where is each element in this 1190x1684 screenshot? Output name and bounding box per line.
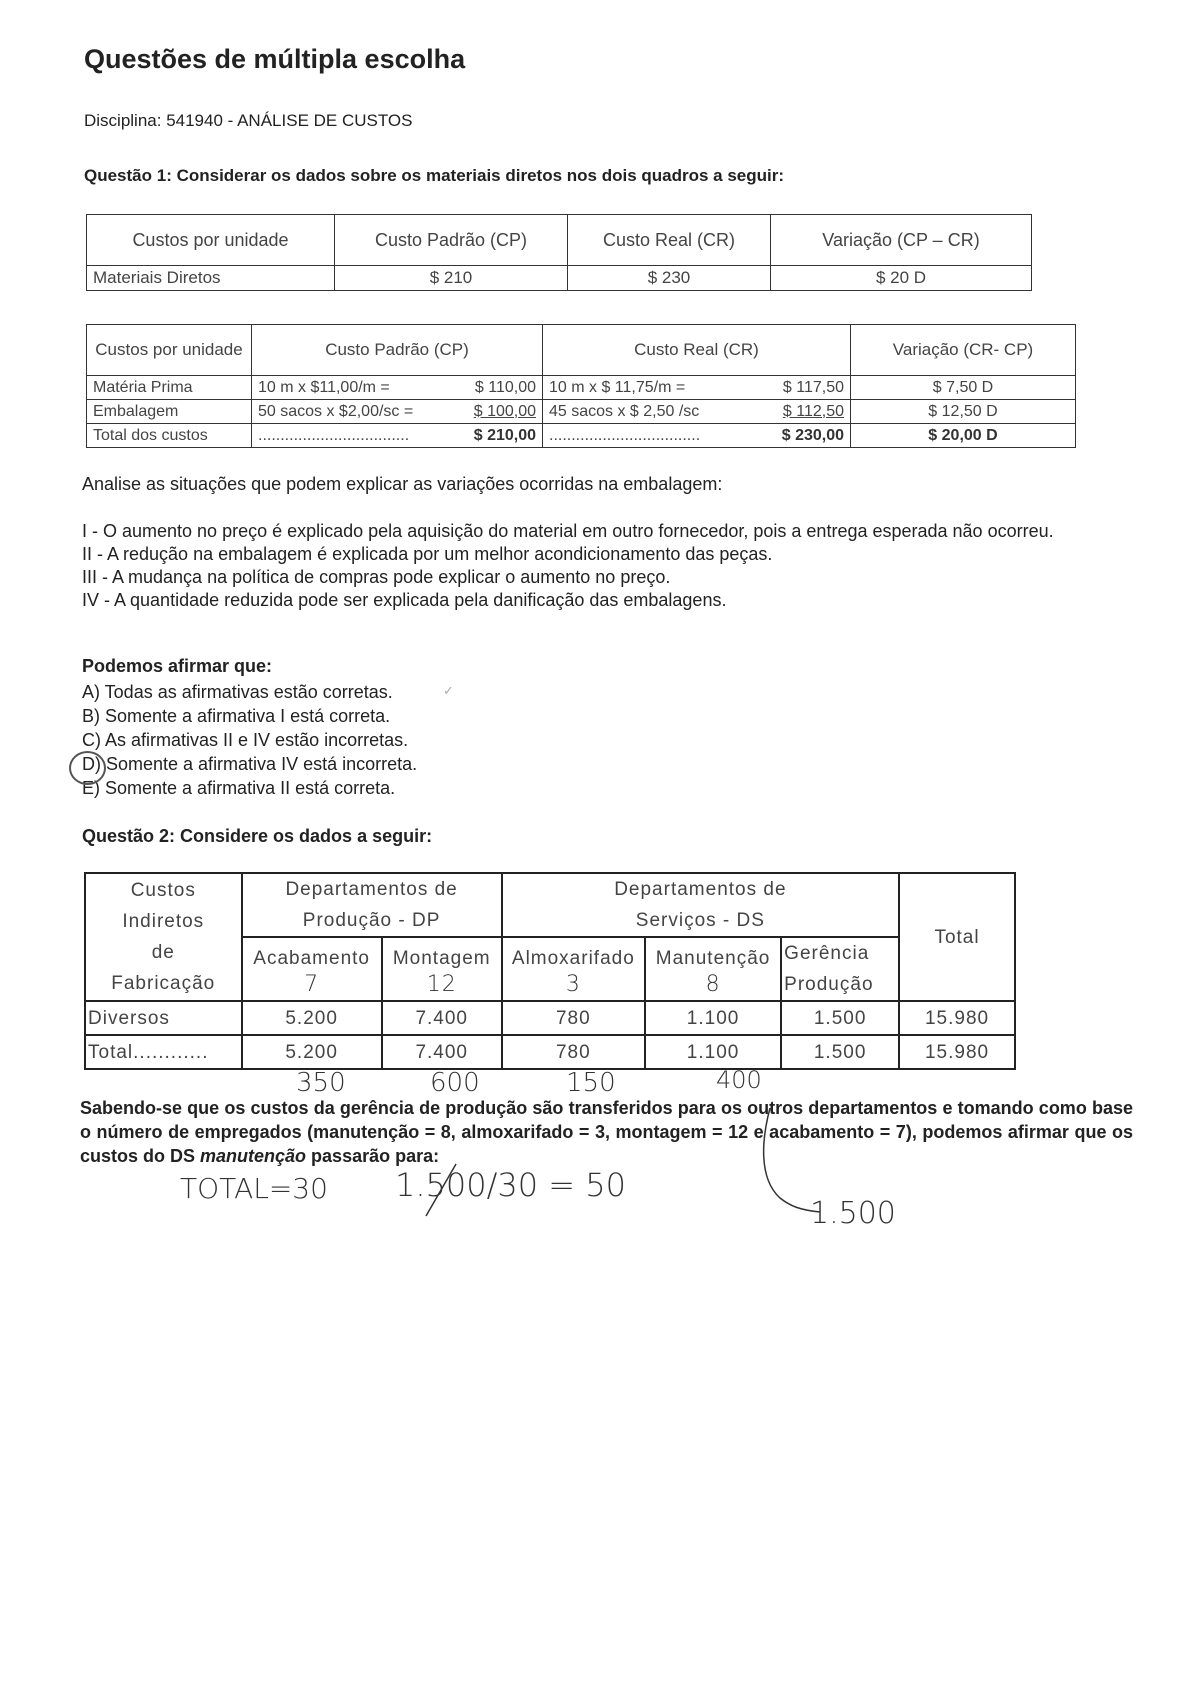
header-cell: Custo Padrão (CP) xyxy=(252,325,543,376)
statement-item: II - A redução na embalagem é explicada por um melhor acondicionamento das peças. xyxy=(82,544,773,564)
option-e[interactable]: E) Somente a afirmativa II está correta. xyxy=(82,778,396,798)
column-header-manutencao xyxy=(645,937,781,1001)
cr-cell xyxy=(543,400,851,424)
cp-cell xyxy=(252,424,543,448)
check-mark-icon: ✓ xyxy=(443,683,454,698)
handwritten-calculation: 1.500/30 = 50 xyxy=(395,1166,626,1204)
question1-heading: Questão 1: Considerar os dados sobre os materiais diretos nos dois quadros a seguir: xyxy=(84,166,785,185)
corner-header xyxy=(85,873,242,1001)
table-row xyxy=(87,400,1076,424)
header-cell: Variação (CP – CR) xyxy=(771,215,1032,266)
handwritten-annotation: 7 xyxy=(304,971,320,997)
corner-line: Fabricação xyxy=(111,973,216,994)
analysis-prompt: Analise as situações que podem explicar as variações ocorridas na embalagem: xyxy=(82,474,723,494)
variation-cell: $ 7,50 D xyxy=(851,376,1076,400)
header-cell: Variação (CR- CP) xyxy=(851,325,1076,376)
handwritten-total: TOTAL=30 xyxy=(180,1172,328,1205)
header-cell: Custo Real (CR) xyxy=(568,215,771,266)
direct-materials-summary-table xyxy=(86,214,1032,291)
cr-cell xyxy=(543,376,851,400)
row-label: Embalagem xyxy=(87,400,252,424)
cell: 1.500 xyxy=(781,1035,899,1069)
header-cell: Custos por unidade xyxy=(87,325,252,376)
group-line: Departamentos de xyxy=(614,879,787,900)
header-cell: Custo Padrão (CP) xyxy=(335,215,568,266)
row-label: Diversos xyxy=(85,1001,242,1035)
statement-item: I - O aumento no preço é explicado pela aquisição do material em outro fornecedor, pois a entrega esperada não ocorreu. xyxy=(82,521,1054,541)
cp-calc: 50 sacos x $2,00/sc = xyxy=(258,402,414,420)
cr-calc: 45 sacos x $ 2,50 /sc xyxy=(549,402,700,420)
row-label: Total............ xyxy=(85,1035,242,1069)
cp-value: $ 100,00 xyxy=(473,402,536,420)
header-cell: Custos por unidade xyxy=(87,215,335,266)
option-d[interactable]: D) Somente a afirmativa IV está incorreta. xyxy=(82,754,418,774)
column-name-line2: Produção xyxy=(784,974,874,995)
cell: 7.400 xyxy=(382,1035,502,1069)
service-departments-header xyxy=(502,873,899,937)
handwritten-number: 400 xyxy=(716,1066,762,1094)
cr-calc: 10 m x $ 11,75/m = xyxy=(549,378,686,396)
cr-dots: .................................. xyxy=(549,426,701,444)
direct-materials-detail-table xyxy=(86,324,1076,448)
table-row xyxy=(87,424,1076,448)
cp-value: $ 210,00 xyxy=(473,426,536,444)
corner-line: Custos xyxy=(130,880,196,901)
text-part: Sabendo-se que os custos da gerência de produção são transferidos para os outros departamentos e tomando como base o número de empregados (manutenção = 8, almoxarifado = 3, montagem = 12 e acabamento = 7), podemos afirmar que os custos do DS xyxy=(80,1098,1133,1166)
table-row xyxy=(87,266,1032,291)
cell: 780 xyxy=(502,1035,645,1069)
table-row xyxy=(85,1001,1015,1035)
table-header-row xyxy=(87,215,1032,266)
cp-calc: 10 m x $11,00/m = xyxy=(258,378,390,396)
header-cell: Custo Real (CR) xyxy=(543,325,851,376)
column-header-acabamento xyxy=(242,937,382,1001)
cp-cell xyxy=(252,376,543,400)
total-header: Total xyxy=(899,873,1015,1001)
option-b[interactable]: B) Somente a afirmativa I está correta. xyxy=(82,706,391,726)
group-line: Departamentos de xyxy=(285,879,458,900)
table-header-row xyxy=(87,325,1076,376)
column-name: Acabamento xyxy=(253,947,370,969)
cp-cell xyxy=(252,400,543,424)
handwritten-annotation: 12 xyxy=(426,971,457,997)
cr-cell xyxy=(543,424,851,448)
handwritten-number: 350 xyxy=(296,1068,346,1098)
options-heading: Podemos afirmar que: xyxy=(82,656,273,676)
column-header-gerencia xyxy=(781,937,899,1001)
handwritten-number: 600 xyxy=(430,1068,480,1098)
table-header-row xyxy=(85,873,1015,937)
cell: 5.200 xyxy=(242,1035,382,1069)
statement-item: III - A mudança na política de compras pode explicar o aumento no preço. xyxy=(82,567,671,587)
option-a[interactable]: A) Todas as afirmativas estão corretas. xyxy=(82,682,393,702)
page-title: Questões de múltipla escolha xyxy=(84,44,466,74)
cell: $ 230 xyxy=(568,266,771,291)
column-name: Almoxarifado xyxy=(511,947,635,969)
cell: 780 xyxy=(502,1001,645,1035)
options-list xyxy=(82,680,417,800)
column-name: Gerência xyxy=(784,943,870,964)
column-header-montagem xyxy=(382,937,502,1001)
discipline-label: Disciplina: 541940 - ANÁLISE DE CUSTOS xyxy=(84,111,413,130)
cell: 1.100 xyxy=(645,1001,781,1035)
cr-value: $ 230,00 xyxy=(781,426,844,444)
cell: 5.200 xyxy=(242,1001,382,1035)
variation-cell: $ 12,50 D xyxy=(851,400,1076,424)
statement-item: IV - A quantidade reduzida pode ser explicada pela danificação das embalagens. xyxy=(82,590,727,610)
table-row xyxy=(85,1035,1015,1069)
group-line: Produção - DP xyxy=(302,910,441,931)
row-label: Materiais Diretos xyxy=(87,266,335,291)
cr-value: $ 112,50 xyxy=(782,402,844,420)
table-row xyxy=(87,376,1076,400)
cp-value: $ 110,00 xyxy=(474,378,536,396)
row-label: Total dos custos xyxy=(87,424,252,448)
handwritten-number: 150 xyxy=(566,1068,616,1098)
selected-answer-circle-icon xyxy=(69,751,106,785)
cell: 1.100 xyxy=(645,1035,781,1069)
variation-cell: $ 20,00 D xyxy=(851,424,1076,448)
cp-dots: .................................. xyxy=(258,426,410,444)
cr-value: $ 117,50 xyxy=(782,378,844,396)
handwritten-annotation: 8 xyxy=(705,971,721,997)
corner-line: de xyxy=(151,942,175,963)
cell: $ 210 xyxy=(335,266,568,291)
statements-list xyxy=(82,520,1137,612)
question2-heading: Questão 2: Considere os dados a seguir: xyxy=(82,826,433,846)
column-name: Manutenção xyxy=(655,947,771,969)
text-italic: manutenção xyxy=(200,1146,307,1166)
row-label: Matéria Prima xyxy=(87,376,252,400)
option-c[interactable]: C) As afirmativas II e IV estão incorretas. xyxy=(82,730,409,750)
cell: 1.500 xyxy=(781,1001,899,1035)
indirect-costs-table xyxy=(84,872,1016,1070)
handwritten-value: 1.500 xyxy=(810,1196,896,1231)
cell: 7.400 xyxy=(382,1001,502,1035)
cell: 15.980 xyxy=(899,1035,1015,1069)
question2-text xyxy=(80,1096,1133,1168)
corner-line: Indiretos xyxy=(122,911,205,932)
group-line: Serviços - DS xyxy=(635,910,765,931)
column-name: Montagem xyxy=(392,947,491,969)
text-part: passarão para: xyxy=(306,1146,440,1166)
production-departments-header xyxy=(242,873,502,937)
handwritten-annotation: 3 xyxy=(565,971,581,997)
column-header-almoxarifado xyxy=(502,937,645,1001)
cell: 15.980 xyxy=(899,1001,1015,1035)
cell: $ 20 D xyxy=(771,266,1032,291)
